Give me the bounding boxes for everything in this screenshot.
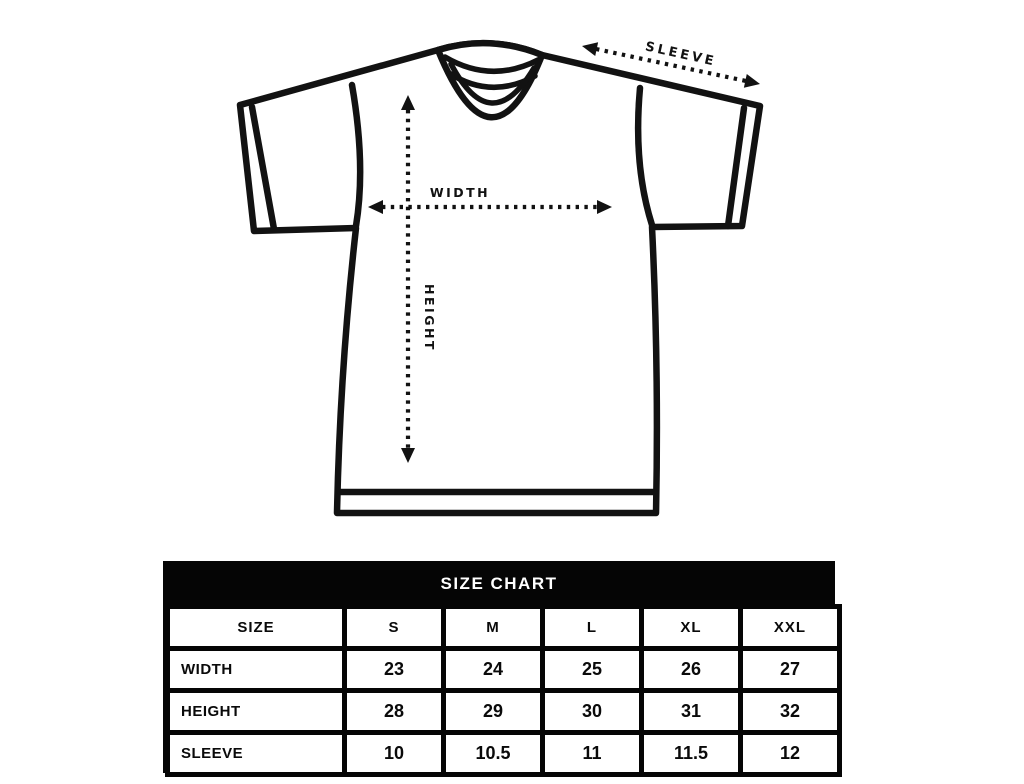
sleeve-arrowhead-left [581,39,599,56]
column-header-xxl: XXL [741,607,840,649]
size-chart-table [163,561,835,773]
sleeve-row [168,733,840,775]
width-value-xl: 26 [642,649,741,691]
width-value-l: 25 [543,649,642,691]
height-value-xxl: 32 [741,691,840,733]
column-header-m: M [444,607,543,649]
sleeve-arrowhead-right [744,74,762,91]
width-value-m: 24 [444,649,543,691]
sleeve-value-xl: 11.5 [642,733,741,775]
height-value-xl: 31 [642,691,741,733]
row-label-width: WIDTH [168,649,345,691]
row-label-sleeve: SLEEVE [168,733,345,775]
sleeve-dimension-label: SLEEVE [643,39,718,70]
size-chart-header-row [168,607,840,649]
height-row [168,691,840,733]
column-header-xl: XL [642,607,741,649]
column-header-size: SIZE [168,607,345,649]
height-value-s: 28 [345,691,444,733]
sleeve-value-xxl: 12 [741,733,840,775]
tshirt-drawing [240,43,760,513]
column-header-l: L [543,607,642,649]
column-header-s: S [345,607,444,649]
width-dimension-label: WIDTH [429,185,491,200]
height-value-l: 30 [543,691,642,733]
sleeve-value-l: 11 [543,733,642,775]
width-value-xxl: 27 [741,649,840,691]
sleeve-value-s: 10 [345,733,444,775]
width-row [168,649,840,691]
size-chart-title: SIZE CHART [440,573,558,593]
height-value-m: 29 [444,691,543,733]
size-chart-grid [165,604,842,777]
height-dimension-label: HEIGHT [422,284,437,352]
width-value-s: 23 [345,649,444,691]
row-label-height: HEIGHT [168,691,345,733]
sleeve-value-m: 10.5 [444,733,543,775]
